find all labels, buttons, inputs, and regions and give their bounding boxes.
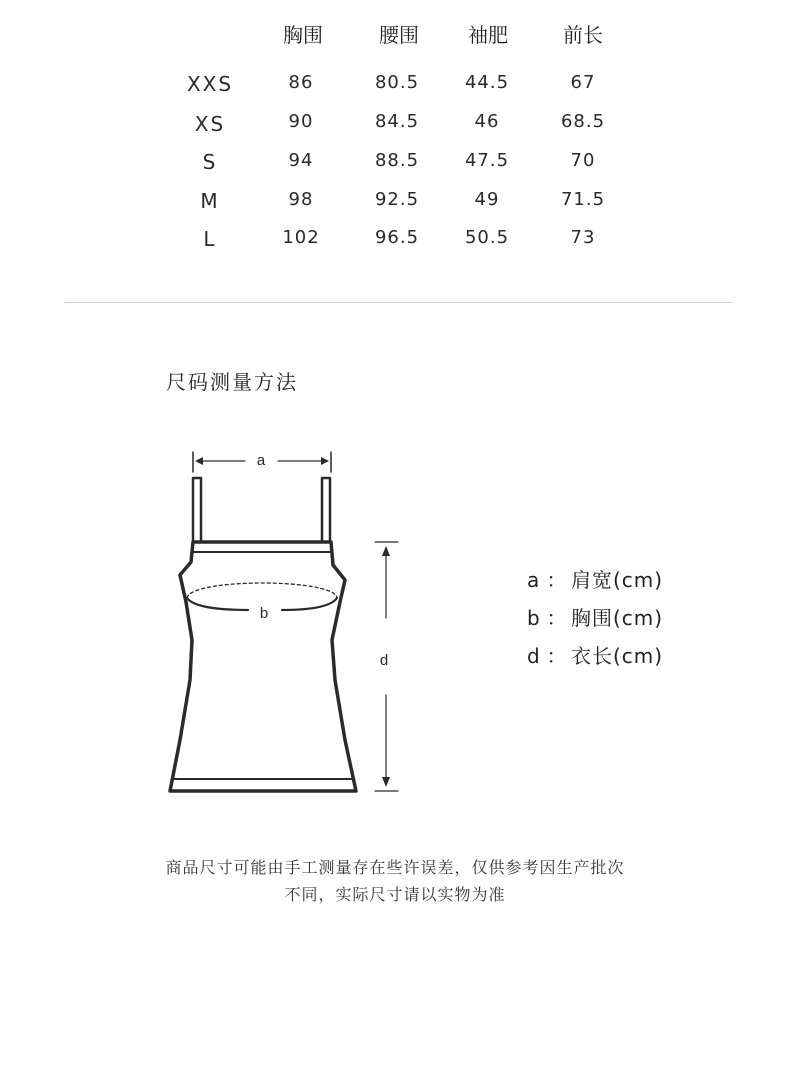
- size-label-s: S: [202, 150, 218, 174]
- cell-m-sleeve: 49: [474, 189, 500, 210]
- diagram-label-a: a: [256, 452, 266, 469]
- disclaimer-line-1: 商品尺寸可能由手工测量存在些许误差，仅供参考因生产批次: [165, 858, 625, 877]
- legend-shoulder-width: [527, 564, 663, 593]
- cell-xxs-waist: 80.5: [374, 72, 420, 93]
- legend-key-a: a: [527, 568, 541, 592]
- size-label-m: M: [200, 189, 220, 213]
- legend-key-b: b: [527, 606, 541, 630]
- disclaimer-line-2: 不同，实际尺寸请以实物为准: [284, 885, 506, 904]
- cell-xxs-sleeve: 44.5: [464, 72, 510, 93]
- legend-key-d: d: [527, 644, 541, 668]
- chest-ellipse-back: [187, 583, 337, 598]
- chest-ellipse-front-left: [187, 598, 248, 610]
- cell-s-length: 70: [570, 150, 596, 171]
- header-chest: 胸围: [283, 23, 323, 47]
- cell-xxs-chest: 86: [288, 72, 314, 93]
- dim-a-right-arrowhead: [321, 457, 329, 465]
- dim-a-left-arrowhead: [195, 457, 203, 465]
- measure-section-title: 尺码测量方法: [166, 370, 298, 394]
- cell-s-waist: 88.5: [374, 150, 420, 171]
- cell-l-chest: 102: [282, 227, 320, 248]
- chest-ellipse-front-right: [282, 598, 337, 610]
- body-outline: [170, 542, 356, 791]
- cell-m-chest: 98: [288, 189, 314, 210]
- cell-s-sleeve: 47.5: [464, 150, 510, 171]
- camisole-diagram: [160, 440, 410, 810]
- header-waist: 腰围: [379, 23, 419, 47]
- legend-text-a: 肩宽(cm): [571, 568, 664, 592]
- header-sleeve: 袖肥: [468, 23, 508, 47]
- diagram-label-b: b: [259, 605, 269, 622]
- legend-chest: [527, 602, 663, 631]
- cell-l-waist: 96.5: [374, 227, 420, 248]
- section-divider: [65, 302, 733, 303]
- cell-xs-sleeve: 46: [474, 111, 500, 132]
- strap-left: [193, 478, 201, 542]
- strap-right: [322, 478, 330, 542]
- size-label-l: L: [203, 227, 217, 251]
- legend-text-b: 胸围(cm): [571, 606, 664, 630]
- header-front-length: 前长: [563, 23, 603, 47]
- cell-s-chest: 94: [288, 150, 314, 171]
- dim-d-top-arrowhead: [382, 546, 390, 556]
- cell-m-waist: 92.5: [374, 189, 420, 210]
- legend-text-d: 衣长(cm): [571, 644, 664, 668]
- cell-l-length: 73: [570, 227, 596, 248]
- cell-xxs-length: 67: [570, 72, 596, 93]
- legend-colon: ：: [546, 644, 568, 668]
- size-label-xxs: XXS: [186, 72, 234, 96]
- size-label-xs: XS: [194, 112, 226, 136]
- legend-colon: ：: [546, 568, 568, 592]
- cell-xs-length: 68.5: [560, 111, 606, 132]
- cell-xs-waist: 84.5: [374, 111, 420, 132]
- legend-colon: ：: [546, 606, 568, 630]
- dim-d-bottom-arrowhead: [382, 777, 390, 787]
- cell-m-length: 71.5: [560, 189, 606, 210]
- legend-length: [527, 640, 663, 669]
- cell-xs-chest: 90: [288, 111, 314, 132]
- cell-l-sleeve: 50.5: [464, 227, 510, 248]
- diagram-label-d: d: [379, 652, 389, 669]
